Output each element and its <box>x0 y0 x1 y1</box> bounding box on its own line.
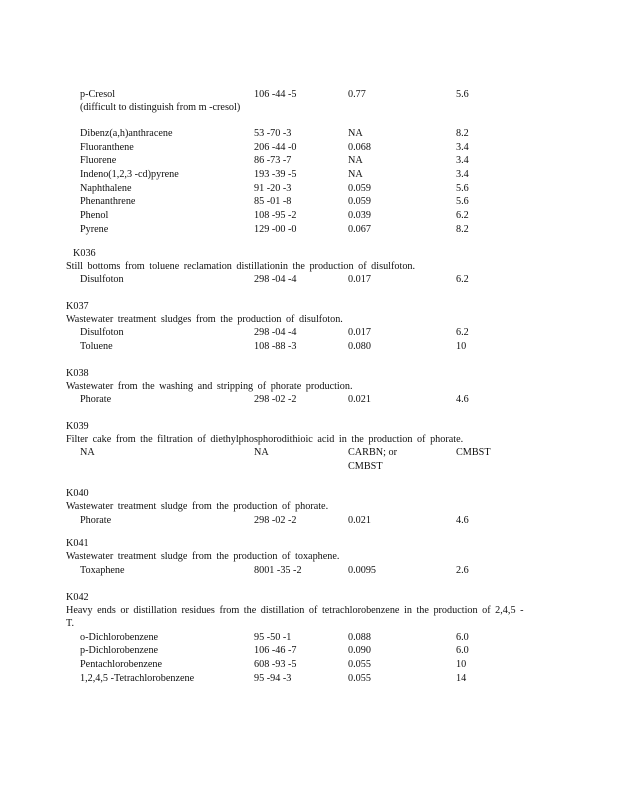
constituent-name: Dibenz(a,h)anthracene <box>80 128 173 139</box>
cas-number: 129 -00 -0 <box>254 223 297 235</box>
table-row <box>73 154 543 168</box>
nonwastewater-standard: 5.6 <box>456 89 469 100</box>
waste-description: Wastewater treatment sludge from the production of toxaphene. <box>66 551 340 563</box>
table-row <box>73 446 543 473</box>
constituent-note: (difficult to distinguish from m -cresol) <box>80 102 241 113</box>
wastewater-standard: 0.068 <box>348 141 371 153</box>
waste-section-k041 <box>66 537 543 577</box>
cas-number: 298 -04 -4 <box>254 274 297 285</box>
table-row <box>73 514 543 528</box>
wastewater-standard: 0.059 <box>348 196 371 208</box>
cas-number: 108 -95 -2 <box>254 210 297 222</box>
waste-section-k039 <box>66 420 543 474</box>
constituent-name: Naphthalene <box>80 182 132 194</box>
waste-description: Wastewater treatment sludges from the production of disulfoton. <box>66 313 343 325</box>
constituent-name: Pentachlorobenzene <box>80 659 163 670</box>
nonwastewater-standard: 4.6 <box>456 394 469 406</box>
constituent-name: Indeno(1,2,3 -cd)pyrene <box>80 169 179 181</box>
wastewater-standard: 0.067 <box>348 223 371 235</box>
cas-number: 91 -20 -3 <box>254 182 292 194</box>
table-row <box>73 273 543 287</box>
constituent-name: Phenanthrene <box>80 196 136 208</box>
nonwastewater-standard: 4.6 <box>456 514 469 526</box>
constituent-name: Toluene <box>80 340 113 352</box>
wastewater-standard: 0.088 <box>348 631 371 643</box>
nonwastewater-standard: 3.4 <box>456 169 469 181</box>
constituent-name: NA <box>80 447 95 459</box>
cas-number: 298 -02 -2 <box>254 514 297 526</box>
nonwastewater-standard: 6.2 <box>456 274 469 285</box>
waste-section-k040 <box>66 487 543 527</box>
table-row <box>73 631 543 645</box>
nonwastewater-standard: 6.0 <box>456 631 469 643</box>
waste-description: Filter cake from the filtration of diethylphosphorodithioic acid in the production of phorate. <box>66 433 464 445</box>
table-row <box>73 326 543 340</box>
table-row <box>73 658 543 672</box>
wastewater-standard: 0.055 <box>348 672 371 684</box>
waste-code: K039 <box>66 420 89 432</box>
constituent-name: Toxaphene <box>80 564 125 576</box>
table-row <box>73 88 543 127</box>
table-row <box>73 393 543 407</box>
nonwastewater-standard: 6.2 <box>456 210 469 222</box>
wastewater-standard: 0.021 <box>348 514 371 526</box>
nonwastewater-standard: 8.2 <box>456 128 469 139</box>
nonwastewater-standard: CMBST <box>456 447 491 459</box>
waste-code: K042 <box>66 591 89 603</box>
table-row <box>73 223 543 237</box>
constituent-name: Disulfoton <box>80 274 124 285</box>
table-row <box>73 644 543 658</box>
constituent-name: p-Cresol <box>80 89 116 100</box>
cas-number: NA <box>254 447 269 459</box>
waste-code: K037 <box>66 300 89 312</box>
waste-description: Still bottoms from toluene reclamation distillationin the production of disulfoton. <box>66 260 416 272</box>
wastewater-standard: 0.059 <box>348 182 371 194</box>
wastewater-standard: 0.080 <box>348 340 371 352</box>
wastewater-standard: 0.055 <box>348 659 371 670</box>
cas-number: 8001 -35 -2 <box>254 564 302 576</box>
table-row <box>73 672 543 686</box>
table-row <box>73 141 543 155</box>
cas-number: 53 -70 -3 <box>254 128 292 139</box>
constituent-name: Phorate <box>80 514 112 526</box>
cas-number: 86 -73 -7 <box>254 155 292 167</box>
constituent-name: Fluorene <box>80 155 117 167</box>
cas-number: 95 -50 -1 <box>254 631 292 643</box>
waste-section-k042 <box>66 591 543 686</box>
wastewater-standard: 0.017 <box>348 327 371 339</box>
wastewater-standard: 0.017 <box>348 274 371 285</box>
nonwastewater-standard: 5.6 <box>456 196 469 208</box>
nonwastewater-standard: 3.4 <box>456 155 469 167</box>
constituent-name: Fluoranthene <box>80 141 134 153</box>
constituent-name: Phorate <box>80 394 112 406</box>
nonwastewater-standard: 14 <box>456 672 467 684</box>
nonwastewater-standard: 10 <box>456 659 467 670</box>
waste-description: Heavy ends or distillation residues from the distillation of tetrachlorobenzene in the production of 2,4,5 -T. <box>66 604 524 630</box>
constituent-name: Disulfoton <box>80 327 124 339</box>
constituent-name: Pyrene <box>80 223 109 235</box>
wastewater-standard-alt: CMBST <box>348 460 383 472</box>
waste-code: K038 <box>66 367 89 379</box>
table-row <box>73 182 543 196</box>
nonwastewater-standard: 2.6 <box>456 564 469 576</box>
table-row <box>73 195 543 209</box>
wastewater-standard: 0.021 <box>348 394 371 406</box>
wastewater-standard: NA <box>348 155 363 167</box>
nonwastewater-standard: 3.4 <box>456 141 469 153</box>
nonwastewater-standard: 6.0 <box>456 645 469 657</box>
nonwastewater-standard: 6.2 <box>456 327 469 339</box>
nonwastewater-standard: 10 <box>456 340 467 352</box>
wastewater-standard: 0.090 <box>348 645 371 657</box>
waste-code: K041 <box>66 538 89 550</box>
table-row <box>73 127 543 141</box>
constituent-name: o-Dichlorobenzene <box>80 631 159 643</box>
cas-number: 106 -46 -7 <box>254 645 297 657</box>
cas-number: 85 -01 -8 <box>254 196 292 208</box>
table-row <box>73 168 543 182</box>
cas-number: 193 -39 -5 <box>254 169 297 181</box>
wastewater-standard: 0.0095 <box>348 564 377 576</box>
wastewater-standard: 0.039 <box>348 210 371 222</box>
waste-code: K036 <box>73 247 96 259</box>
cas-number: 298 -04 -4 <box>254 327 297 339</box>
wastewater-standard: 0.77 <box>348 89 366 100</box>
cas-number: 206 -44 -0 <box>254 141 297 153</box>
nonwastewater-standard: 8.2 <box>456 223 469 235</box>
table-row <box>73 564 543 578</box>
waste-section-k037 <box>66 300 543 354</box>
cas-number: 608 -93 -5 <box>254 659 297 670</box>
waste-description: Wastewater treatment sludge from the production of phorate. <box>66 501 329 513</box>
waste-code: K040 <box>66 488 89 500</box>
cas-number: 298 -02 -2 <box>254 394 297 406</box>
wastewater-standard: NA <box>348 128 363 139</box>
constituent-name: Phenol <box>80 210 109 222</box>
cas-number: 106 -44 -5 <box>254 89 297 100</box>
wastewater-standard: NA <box>348 169 363 181</box>
table-row <box>73 209 543 223</box>
constituent-name: 1,2,4,5 -Tetrachlorobenzene <box>80 672 195 684</box>
waste-section-k038 <box>66 367 543 407</box>
nonwastewater-standard: 5.6 <box>456 182 469 194</box>
waste-section-k036 <box>66 247 543 287</box>
table-row <box>73 340 543 354</box>
cas-number: 95 -94 -3 <box>254 672 292 684</box>
constituent-name: p-Dichlorobenzene <box>80 645 159 657</box>
waste-description: Wastewater from the washing and stripping of phorate production. <box>66 380 353 392</box>
cas-number: 108 -88 -3 <box>254 340 297 352</box>
document-content <box>66 88 543 685</box>
wastewater-standard: CARBN; or <box>348 447 397 459</box>
